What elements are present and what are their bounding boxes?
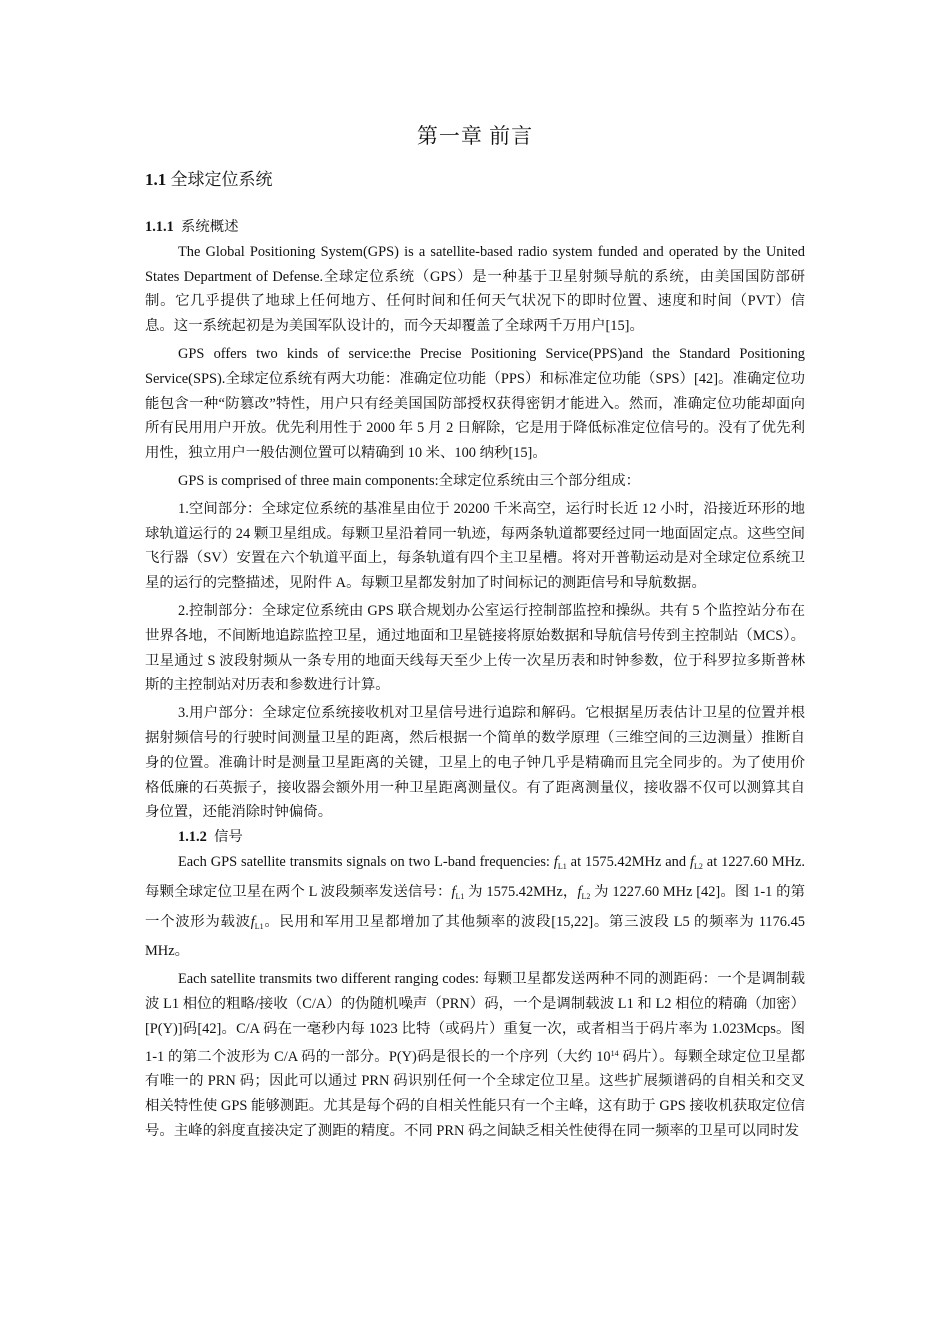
frequency-symbol: f [451,883,456,900]
text-run: at 1227.60 MHz. 每颗全球定位卫星在两个 L 波段频率发送信号： [145,853,805,900]
chapter-title: 第一章 前言 [416,124,534,148]
subscript: L1 [254,921,264,931]
paragraph-7 [145,850,805,964]
section-number: 1.1 [145,170,167,189]
frequency-symbol: f [689,853,694,870]
text-run: Each GPS satellite transmits signals on two L-band frequencies: [178,853,554,870]
subsection-number: 1.1.1 [145,219,174,235]
text-run: Each satellite transmits two different ranging codes: 每颗卫星都发送两种不同的测距码：一个是调制载波 L1 相位的粗略/接收（C/A）的伪随机噪声（PRN）码，一个是调制载波 L1 和 L2 相位的精确（加密）[P(Y)]码[42]。C/A 码在一毫秒内每 1023 比特（或码片）重复一次，或者相当于码片率为 1.023Mcps。图 1-1 的第二个波形为 C/A 码的一部分。P(Y)码是很长的一个序列（大约 10 [145,971,805,1065]
paragraph-4: 1.空间部分：全球定位系统的基准星由位于 20200 千米高空，运行时长近 12 小时，沿接近环形的地球轨道运行的 24 颗卫星组成。每颗卫星沿着同一轨迹，每两条轨道都要经过同一地面固定点。这些空间飞行器（SV）安置在六个轨道平面上，每条轨道有四个主卫星槽。将对开普勒运动是对全球定位系统卫星的运行的完整描述，见附件 A。每颗卫星都发射加了时间标记的测距信号和导航数据。 [145,500,805,592]
text-run: 为 1575.42MHz， [464,883,578,900]
subsection-number: 1.1.2 [178,829,207,846]
text-run: 。民用和军用卫星都增加了其他频率的波段[15,22]。第三波段 L5 的频率为 1176.45 MHz。 [145,913,805,960]
subsection-heading-2 [145,825,805,850]
subscript: L1 [455,891,465,901]
paragraph-1: The Global Positioning System(GPS) is a satellite-based radio system funded and operated by the United States Department of Defense.全球定位系统（GPS）是一种基于卫星射频导航的系统，由美国国防部研制。它几乎提供了地球上任何地方、任何时间和任何天气状况下的即时位置、速度和时间（PVT）信息。这一系统起初是为美国军队设计的，而今天却覆盖了全球两千万用户[15]。 [145,243,805,335]
paragraph-6: 3.用户部分：全球定位系统接收机对卫星信号进行追踪和解码。它根据星历表估计卫星的位置并根据射频信号的行驶时间测量卫星的距离，然后根据一个简单的数学原理（三维空间的三边测量）推断自身的位置。准确计时是测量卫星距离的关键，卫星上的电子钟几乎是精确而且完全同步的。为了使用价格低廉的石英振子，接收器会额外用一种卫星距离测量仪。有了距离测量仪，接收器不仅可以测算其自身位置，还能消除时钟偏倚。 [145,705,805,821]
frequency-symbol: f [250,913,255,930]
body-text [145,215,805,1144]
subscript: L2 [693,861,703,871]
text-run: at 1575.42MHz and [566,853,690,870]
paragraph-8 [145,967,805,1144]
paragraph-3: GPS is comprised of three main components:全球定位系统由三个部分组成： [178,472,641,489]
section-title: 全球定位系统 [170,170,273,189]
frequency-symbol: f [577,883,582,900]
text-run: 为 1227.60 MHz [42]。图 1-1 的第一个波形为载波 [145,883,806,930]
superscript: 14 [610,1048,619,1058]
paragraph-5: 2.控制部分：全球定位系统由 GPS 联合规划办公室运行控制部监控和操纵。共有 5 个监控站分布在世界各地，不间断地追踪监控卫星，通过地面和卫星链接将原始数据和导航信号传到主控制站（MCS）。卫星通过 S 波段射频从一条专用的地面天线每天至少上传一次星历表和时钟参数，位于科罗拉多斯普林斯的主控制站对历表和参数进行计算。 [145,602,805,694]
subsection-title: 系统概述 [180,219,239,235]
subscript: L1 [557,861,567,871]
subsection-heading-1 [145,215,805,240]
subsection-title: 信号 [213,829,243,846]
section-heading [145,165,273,190]
text-run: 码片）。每颗全球定位卫星都有唯一的 PRN 码；因此可以通过 PRN 码识别任何一个全球定位卫星。这些扩展频谱码的自相关和交叉相关特性使 GPS 能够测距。尤其是每个码的自相关性能只有一个主峰，这有助于 GPS 接收机获取定位信号。主峰的斜度直接决定了测距的精度。不同 PRN 码之间缺乏相关性使得在同一频率的卫星可以同时发 [145,1048,805,1139]
paragraph-2: GPS offers two kinds of service:the Precise Positioning Service(PPS)and the Standard Positioning Service(SPS).全球定位系统有两大功能：准确定位功能（PPS）和标准定位功能（SPS）[42]。准确定位功能包含一种“防篡改”特性，用户只有经美国国防部授权获得密钥才能进入。然而，准确定位功能却面向所有民用用户开放。优先利用性于 2000 年 5 月 2 日解除，它是用于降低标准定位信号的。没有了优先利用性，独立用户一般估测位置可以精确到 10 米、100 纳秒[15]。 [145,345,805,462]
frequency-symbol: f [553,853,558,870]
subscript: L2 [581,891,591,901]
